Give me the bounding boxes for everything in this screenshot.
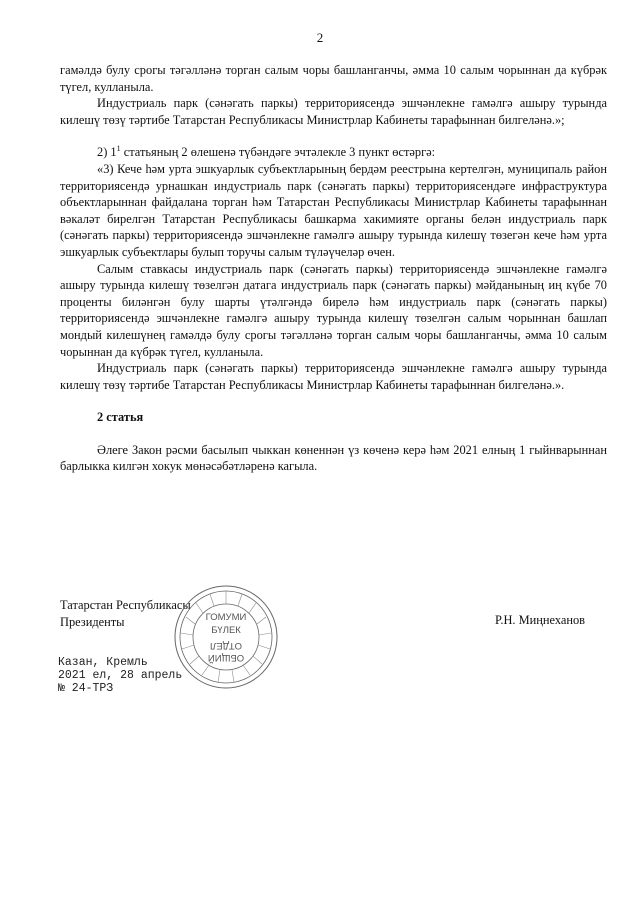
item-2-paragraph: 2) $1^1$ статьяның 2 өлешенә түбәндәге эчтәлекле 3 пункт өстәргә: [97, 144, 436, 160]
paragraph-5: Индустриаль парк (сәнәгать паркы) территориясендә эшчәнлекне гамәлгә ашыру турында килешү төзү тәртибе Татарстан Республикасы Министрлар Кабинеты тарафыннан билгеләнә.». [60, 361, 607, 392]
place-date-number [58, 656, 182, 695]
official-stamp-icon [172, 583, 280, 691]
paragraph-4: Салым ставкасы индустриаль парк (сәнәгать паркы) территориясендә эшчәнлекне гамәлгә ашыру турында килешү төзелгән датага индустриаль парк (сәнәгать паркы) мәйданының иң күбе 70 проценты биләнгән булу шарты үтәлгәндә бирелә һәм индустриаль парк (сәнәгать паркы) территориясендә эшчәнлекне гамәлгә ашыру турында килешү төзелгән салым чорыннан башлап мондый килешүнең гамәлдә булу срогы тәгәлләнә торган салым чоры башланганчы, әмма 10 салым чорыннан да күбрәк түгел, кулланыла. [60, 261, 607, 359]
date-line: 2021 ел, 28 апрель [58, 669, 183, 682]
stamp-text-1: ГОМУМИ [205, 612, 247, 623]
article-2-heading: 2 статья [97, 410, 144, 425]
signature-name: Р.Н. Миңнеханов [495, 613, 586, 627]
document-body [60, 62, 607, 475]
paragraph-3: «3) Кече һәм урта эшкуарлык субъектларының бердәм реестрына кертелгән, муниципаль район территориясендә урнашкан индустриаль парк (сәнәгать паркы) территориясендәге инфраструктура объектларыннан файдалана торган һәм Татарстан Республикасы Министрлар Кабинеты тарафыннан вәкаләт бирелгән Татарстан Республикасы башкарма хакимияте органы белән индустриаль парк (сәнәгать паркы) территориясендә эшчәнлекне гамәлгә ашыру турында килешү төзегән кече һәм урта эшкуарлык субъектлары булып торучы салым түләүчеләр өчен. [60, 161, 607, 259]
article-2-text: Әлеге Закон рәсми басылып чыккан көненнән үз көченә керә һәм 2021 елның 1 гыйнварыннан барлыкка килгән хокук мөнәсәбәтләренә кагыла. [60, 442, 607, 474]
superscript-one: 1 [116, 144, 121, 154]
item-2-text: статьяның 2 өлешенә түбәндәге эчтәлекле 3 пункт өстәргә: [120, 145, 436, 160]
stamp-text-4: ОБЩИЙ [207, 652, 245, 663]
paragraph-1: гамәлдә булу срогы тәгәлләнә торган салым чоры башланганчы, әмма 10 салым чорыннан да күбрәк түгел, кулланыла. [60, 63, 607, 94]
page-number: 2 [316, 30, 324, 45]
place-line: Казан, Кремль [58, 656, 148, 669]
stamp-text-3: ОТДЕЛ [210, 640, 242, 651]
signature-title-line-1: Татарстан Республикасы [60, 598, 191, 612]
law-number-line: № 24-ТРЗ [58, 682, 114, 695]
paragraph-2: Индустриаль парк (сәнәгать паркы) территориясендә эшчәнлекне гамәлгә ашыру турында килешү төзү тәртибе Татарстан Республикасы Министрлар Кабинеты тарафыннан билгеләнә.»; [60, 96, 607, 127]
signature-title-line-2: Президенты [60, 614, 125, 629]
stamp-text-2: БҮЛЕК [211, 625, 241, 636]
